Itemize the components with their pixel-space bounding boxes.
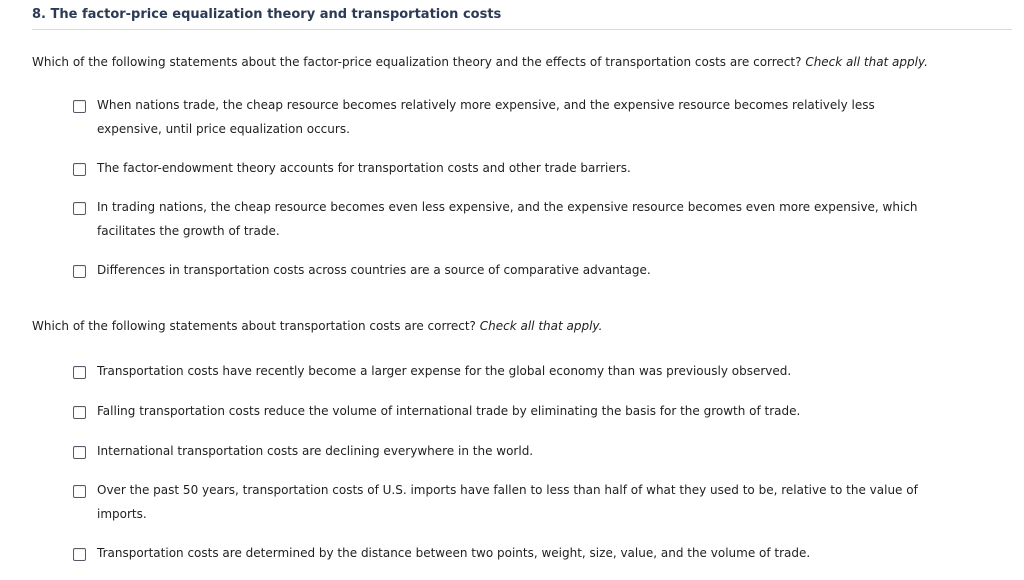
checkbox[interactable] <box>73 163 86 176</box>
question-title: 8. The factor-price equalization theory and transportation costs <box>32 7 502 22</box>
question-2-prompt <box>32 318 602 334</box>
checkbox[interactable] <box>73 446 86 459</box>
checkbox[interactable] <box>73 100 86 113</box>
q1-option-1[interactable] <box>73 98 943 141</box>
question-2-text: Which of the following statements about transportation costs are correct? <box>32 319 476 333</box>
q2-option-4[interactable] <box>73 483 943 526</box>
q1-option-2[interactable] <box>73 161 943 180</box>
question-1-hint: Check all that apply. <box>805 55 928 69</box>
question-1-text: Which of the following statements about the factor-price equalization theory and the effects of transportation costs are correct? <box>32 55 802 69</box>
q2-option-5-label[interactable]: Transportation costs are determined by the distance between two points, weight, size, value, and the volume of trade. <box>97 546 811 560</box>
q1-option-1-label[interactable]: When nations trade, the cheap resource becomes relatively more expensive, and the expensive resource becomes relatively less expensive, until price equalization occurs. <box>97 98 875 136</box>
q1-option-2-label[interactable]: The factor-endowment theory accounts for transportation costs and other trade barriers. <box>97 161 631 175</box>
q2-option-5[interactable] <box>73 546 943 565</box>
checkbox[interactable] <box>73 366 86 379</box>
q2-option-3-label[interactable]: International transportation costs are declining everywhere in the world. <box>97 444 534 458</box>
q1-option-3[interactable] <box>73 200 943 243</box>
q2-option-1[interactable] <box>73 364 943 383</box>
q2-option-4-label[interactable]: Over the past 50 years, transportation costs of U.S. imports have fallen to less than half of what they used to be, relative to the value of imports. <box>97 483 918 521</box>
question-1-prompt <box>32 54 928 70</box>
checkbox[interactable] <box>73 265 86 278</box>
checkbox[interactable] <box>73 202 86 215</box>
checkbox[interactable] <box>73 406 86 419</box>
checkbox[interactable] <box>73 485 86 498</box>
q2-option-2-label[interactable]: Falling transportation costs reduce the volume of international trade by eliminating the basis for the growth of trade. <box>97 404 801 418</box>
q2-option-2[interactable] <box>73 404 943 423</box>
q2-option-3[interactable] <box>73 444 943 463</box>
q1-option-4-label[interactable]: Differences in transportation costs across countries are a source of comparative advantage. <box>97 263 651 277</box>
q1-option-4[interactable] <box>73 263 943 282</box>
q2-option-1-label[interactable]: Transportation costs have recently become a larger expense for the global economy than was previously observed. <box>97 364 792 378</box>
checkbox[interactable] <box>73 548 86 561</box>
title-divider <box>32 29 1012 30</box>
question-2-hint: Check all that apply. <box>479 319 603 333</box>
q1-option-3-label[interactable]: In trading nations, the cheap resource becomes even less expensive, and the expensive resource becomes even more expensive, which facilitates the growth of trade. <box>97 200 918 238</box>
